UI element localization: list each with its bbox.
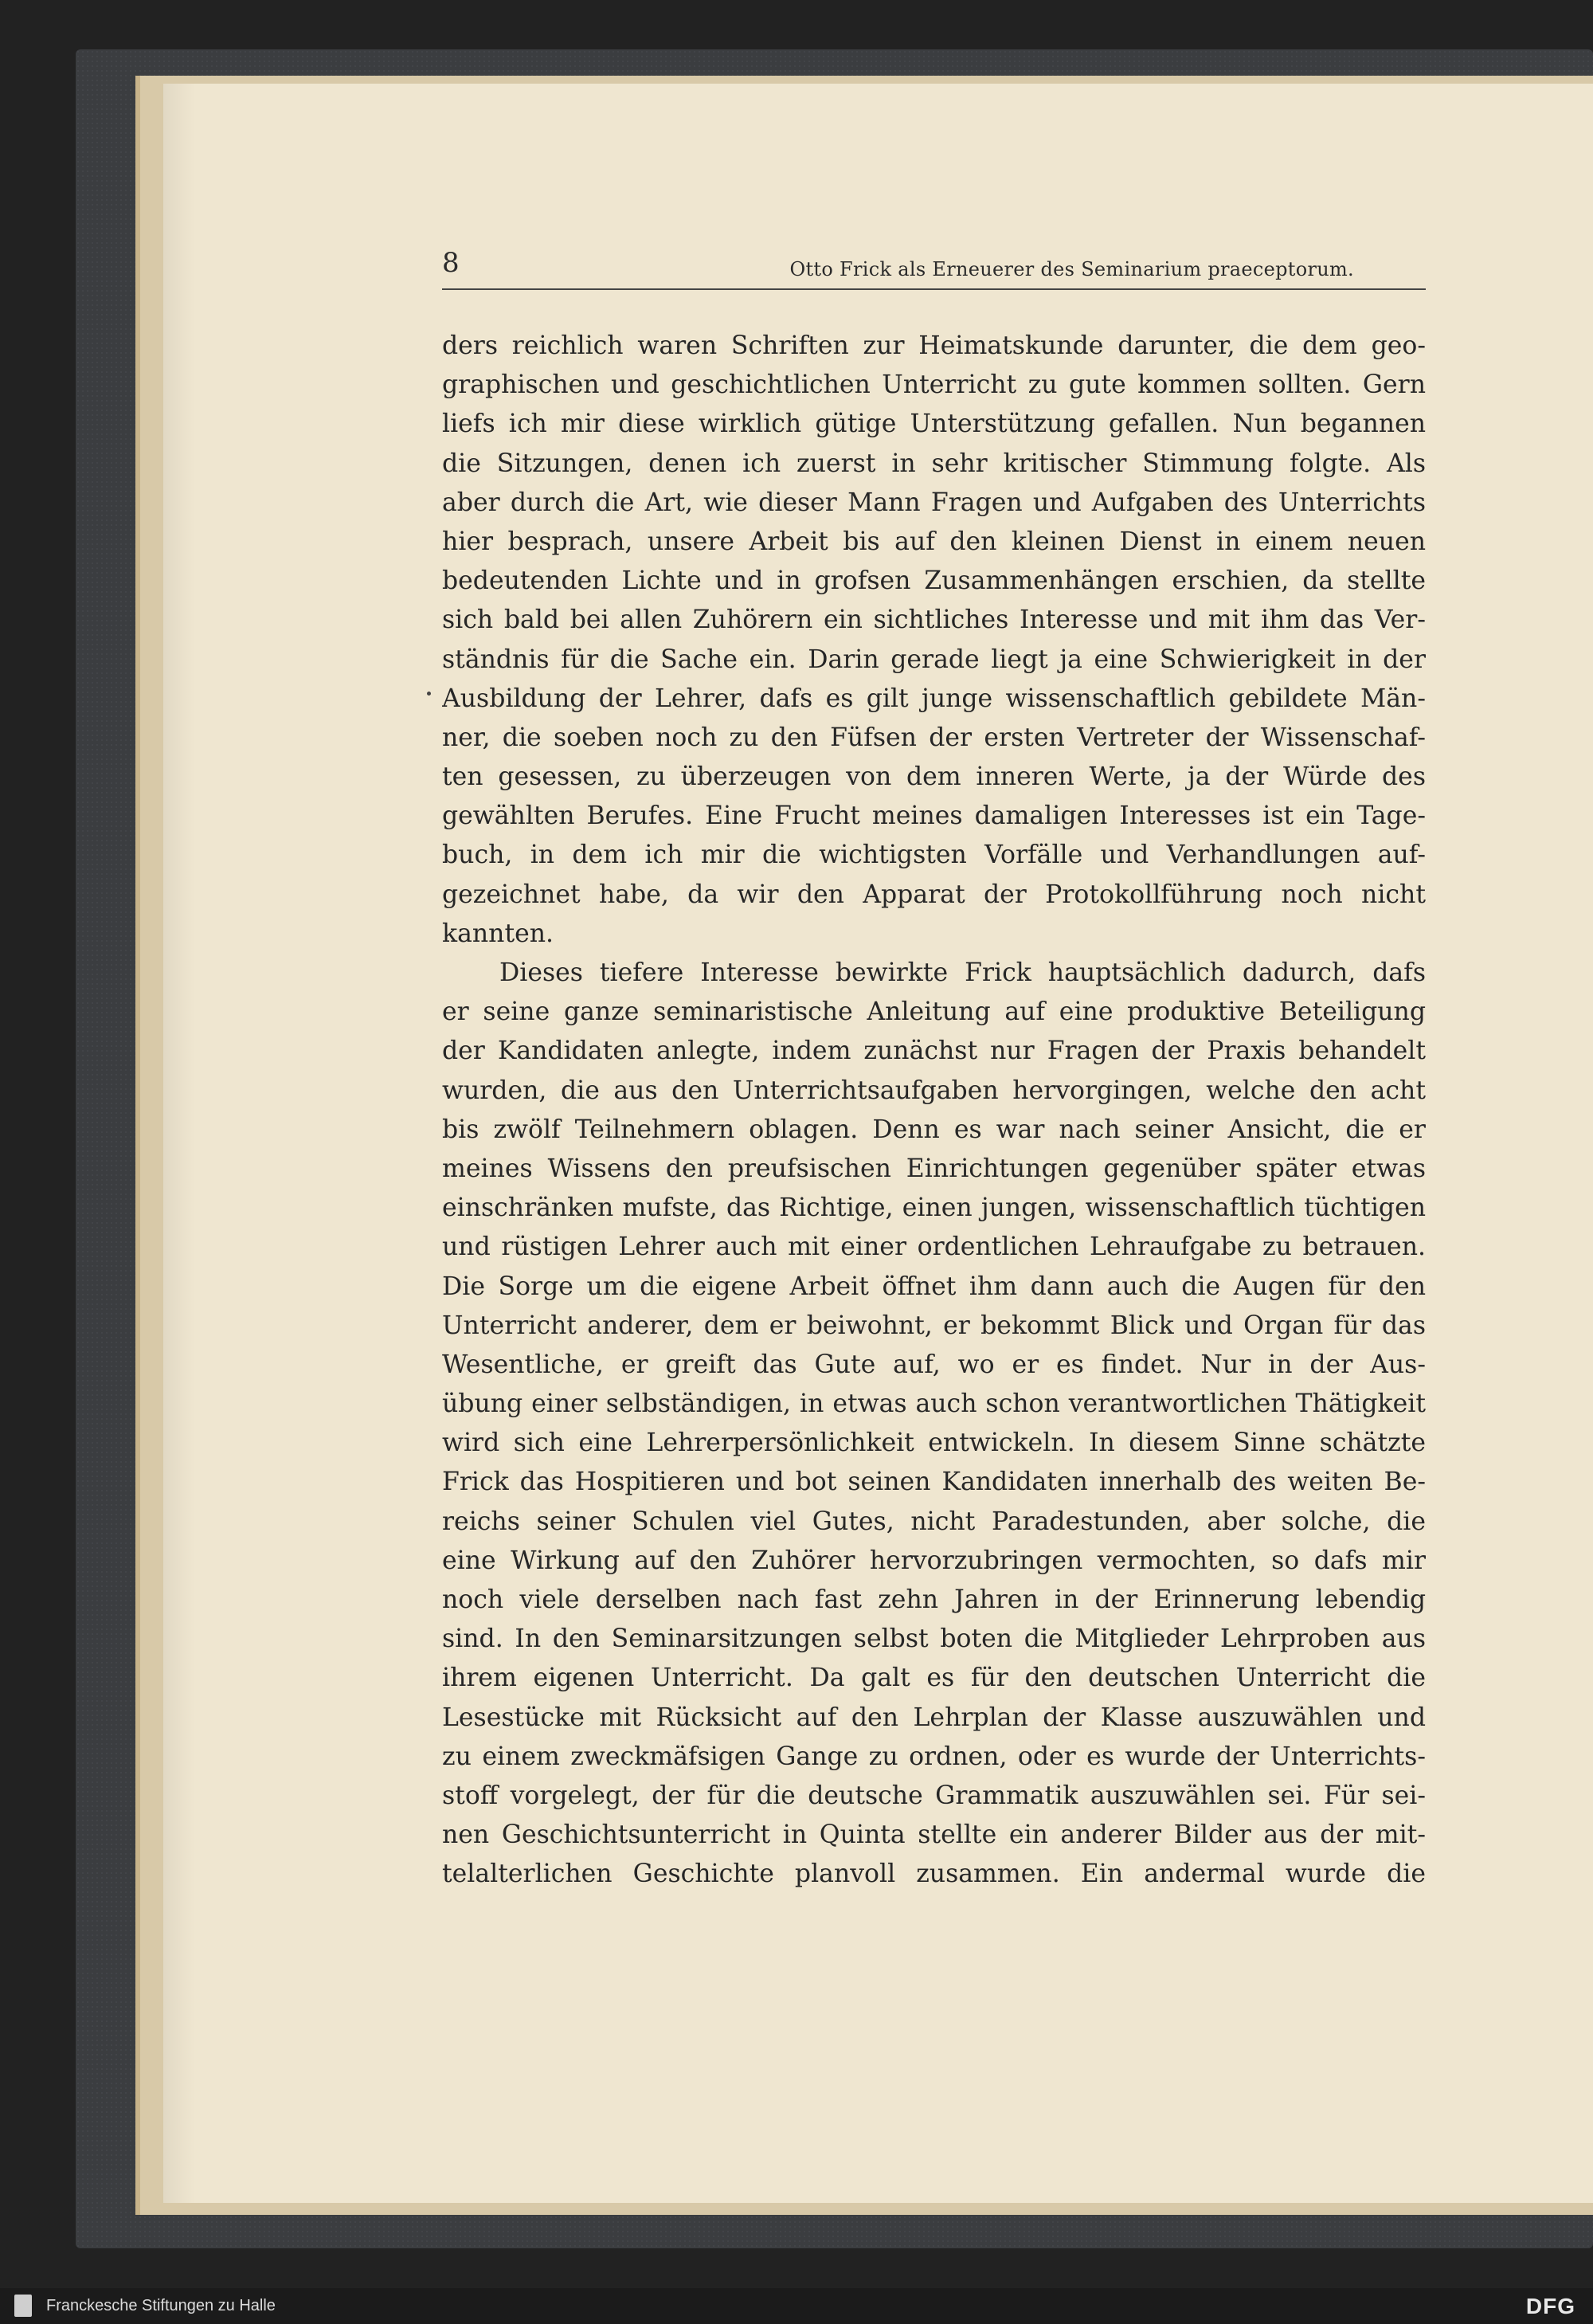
text-line: gezeichnet habe, da wir den Apparat der Protokollführung noch nicht (442, 880, 1426, 909)
viewer-footer (0, 2288, 1593, 2324)
text-line: zu einem zweckmäfsigen Gange zu ordnen, oder es wurde der Unterrichts- (442, 1742, 1426, 1771)
text-line: Frick das Hospitieren und bot seinen Kandidaten innerhalb des weiten Be- (442, 1468, 1426, 1497)
institution-name: Franckesche Stiftungen zu Halle (46, 2297, 276, 2314)
body-text (442, 327, 1426, 1895)
text-line: sich bald bei allen Zuhörern ein sichtliches Interesse und mit ihm das Ver- (442, 605, 1426, 635)
text-line: wird sich eine Lehrerpersönlichkeit entwickeln. In diesem Sinne schätzte (442, 1428, 1426, 1458)
text-line: noch viele derselben nach fast zehn Jahren in der Erinnerung lebendig (442, 1585, 1426, 1614)
page-header (442, 247, 1426, 290)
text-line: die Sitzungen, denen ich zuerst in sehr kritischer Stimmung folgte. Als (442, 449, 1426, 478)
text-line: Lesestücke mit Rücksicht auf den Lehrplan der Klasse auszuwählen und (442, 1703, 1426, 1732)
text-line: ders reichlich waren Schriften zur Heimatskunde darunter, die dem geo- (442, 331, 1426, 360)
text-line: aber durch die Art, wie dieser Mann Fragen und Aufgaben des Unterrichts (442, 488, 1426, 517)
text-line: reichs seiner Schulen viel Gutes, nicht Paradestunden, aber solche, die (442, 1507, 1426, 1536)
text-line: bedeutenden Lichte und in grofsen Zusammenhängen erschien, da stellte (442, 566, 1426, 596)
text-line: gewählten Berufes. Eine Frucht meines damaligen Interesses ist ein Tage- (442, 801, 1426, 831)
text-line: sind. In den Seminarsitzungen selbst boten die Mitglieder Lehrproben aus (442, 1624, 1426, 1654)
page-number: 8 (442, 247, 460, 279)
text-line: eine Wirkung auf den Zuhörer hervorzubringen vermochten, so dafs mir (442, 1546, 1426, 1575)
text-line: ner, die soeben noch zu den Füfsen der ersten Vertreter der Wissenschaf- (442, 723, 1426, 752)
text-line: buch, in dem ich mir die wichtigsten Vorfälle und Verhandlungen auf- (442, 841, 1426, 870)
text-line: ständnis für die Sache ein. Darin gerade liegt ja eine Schwierigkeit in der (442, 645, 1426, 674)
text-line: bis zwölf Teilnehmern oblagen. Denn es war nach seiner Ansicht, die er (442, 1115, 1426, 1144)
text-line: telalterlichen Geschichte planvoll zusammen. Ein andermal wurde die (442, 1860, 1426, 1889)
text-line: übung einer selbständigen, in etwas auch schon verantwortlichen Thätigkeit (442, 1389, 1426, 1419)
text-line: ten gesessen, zu überzeugen von dem inneren Werte, ja der Würde des (442, 762, 1426, 792)
text-line: Unterricht anderer, dem er beiwohnt, er bekommt Blick und Organ für das (442, 1311, 1426, 1340)
text-line: er seine ganze seminaristische Anleitung auf eine produktive Beteiligung (442, 997, 1426, 1027)
dfg-badge: DFG (1525, 2294, 1575, 2318)
text-line: kannten. (442, 919, 554, 948)
running-title: Otto Frick als Erneuerer des Seminarium praeceptorum. (789, 258, 1354, 280)
text-line: stoff vorgelegt, der für die deutsche Grammatik auszuwählen sei. Für sei- (442, 1781, 1426, 1810)
text-line: einschränken mufste, das Richtige, einen jungen, wissenschaftlich tüchtigen (442, 1193, 1426, 1223)
text-line: Die Sorge um die eigene Arbeit öffnet ihm dann auch die Augen für den (442, 1272, 1426, 1301)
text-line: meines Wissens den preufsischen Einrichtungen gegenüber später etwas (442, 1154, 1426, 1183)
text-line: Dieses tiefere Interesse bewirkte Frick hauptsächlich dadurch, dafs (499, 958, 1426, 987)
text-line: und rüstigen Lehrer auch mit einer ordentlichen Lehraufgabe zu betrauen. (442, 1233, 1426, 1262)
text-line: Ausbildung der Lehrer, dafs es gilt junge wissenschaftlich gebildete Män- (442, 684, 1426, 713)
text-line: liefs ich mir diese wirklich gütige Unterstützung gefallen. Nun begannen (442, 410, 1426, 439)
institution-logo-icon (14, 2295, 32, 2317)
text-line: hier besprach, unsere Arbeit bis auf den kleinen Dienst in einem neuen (442, 527, 1426, 556)
text-line: wurden, die aus den Unterrichtsaufgaben hervorgingen, welche den acht (442, 1076, 1426, 1105)
margin-mark (427, 692, 431, 696)
text-line: der Kandidaten anlegte, indem zunächst nur Fragen der Praxis behandelt (442, 1037, 1426, 1066)
text-line: ihrem eigenen Unterricht. Da galt es für den deutschen Unterricht die (442, 1664, 1426, 1693)
text-line: Wesentliche, er greift das Gute auf, wo er es findet. Nur in der Aus- (442, 1350, 1426, 1379)
text-line: nen Geschichtsunterricht in Quinta stellte ein anderer Bilder aus der mit- (442, 1820, 1426, 1850)
text-line: graphischen und geschichtlichen Unterricht zu gute kommen sollten. Gern (442, 370, 1426, 400)
